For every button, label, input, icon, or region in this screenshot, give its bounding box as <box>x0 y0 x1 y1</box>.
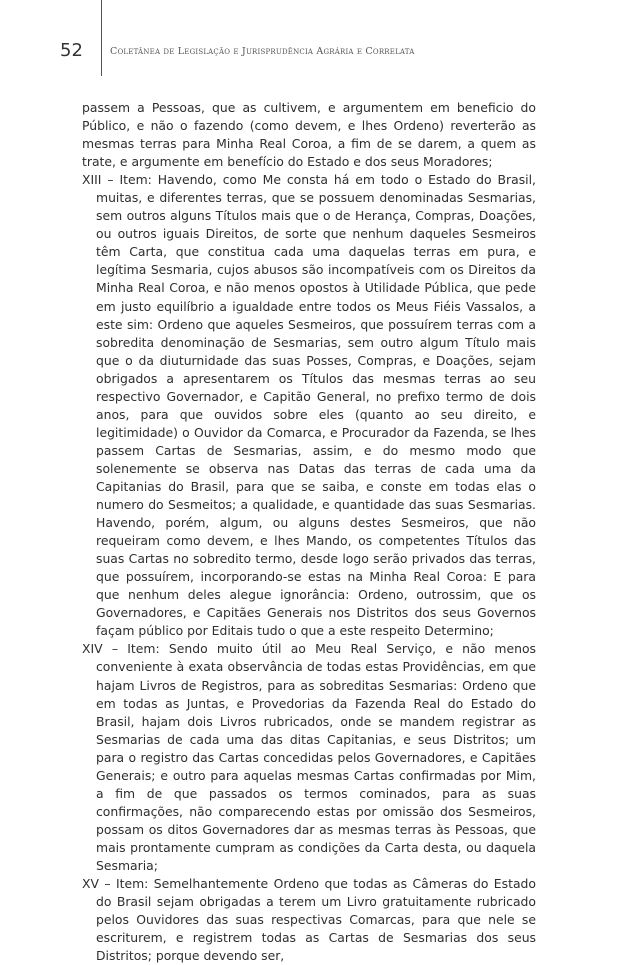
paragraph-text: Item: Havendo, como Me consta há em todo o Estado do Brasil, muitas, e diferentes terras, que se possuem denominadas Sesmarias, sem outros alguns Títulos mais que o de Herança, Compras, Doações, ou outros iguais Direitos, de sorte que nenhum daqueles Sesmeiros têm Carta, que constitua cada uma daquelas terras em pura, e legítima Sesmaria, cujos abusos são incompatíveis com os Direitos da Minha Real Coroa, e não menos opostos à Utilidade Pública, que pede em justo equilíbrio a igualdade entre todos os Meus Fiéis Vassalos, a este sim: Ordeno que aqueles Sesmeiros, que possuírem terras com a sobredita denominação de Sesmarias, sem outro algum Título mais que o da diuturnidade das suas Posses, Compras, e Doações, sejam obrigados a apresentarem os Títulos das mesmas terras ao seu respectivo Governador, e Capitão General, no prefixo termo de dois anos, para que ouvidos sobre eles (quanto ao seu direito, e legitimidade) o Ouvidor da Comarca, e Procurador da Fazenda, se lhes passem Cartas de Sesmarias, assim, e do mesmo modo que solenemente se observa nas Datas das terras de cada uma da Capitanias do Brasil, para que se saiba, e conste em todas elas o numero do Sesmeitos; a qualidade, e quantidade das suas Sesmarias. Havendo, porém, algum, ou alguns destes Sesmeiros, que não requeiram como devem, e lhes Mando, os competentes Títulos das suas Cartas no sobredito termo, desde logo serão privados das terras, que possuírem, incorporando-se estas na Minha Real Coroa: E para que nenhum deles alegue ignorância: Ordeno, outrossim, que os Governadores, e Capitães Generais nos Distritos dos seus Governos façam público por Editais tudo o que a este respeito Determino; <box>96 172 536 639</box>
body-text <box>82 99 536 965</box>
paragraph-continuation <box>82 99 536 171</box>
paragraph-text: passem a Pessoas, que as cultivem, e argumentem em beneficio do Público, e não o fazendo (como devem, e lhes Ordeno) reverterão as mesmas terras para Minha Real Coroa, a fim de se darem, a quem as trate, e argumente em benefício do Estado e dos seus Moradores; <box>82 100 536 170</box>
item-number: XIV – <box>82 641 128 657</box>
header-divider <box>101 0 102 76</box>
item-number: XV – <box>82 876 116 892</box>
paragraph-item-xiii <box>82 171 536 640</box>
paragraph-text: Item: Sendo muito útil ao Meu Real Serviço, e não menos conveniente à exata observância de todas estas Providências, em que hajam Livros de Registros, para as sobreditas Sesmarias: Ordeno que em todas as Juntas, e Provedorias da Fazenda Real do Estado do Brasil, hajam dois Livros rubricados, onde se mandem registrar as Sesmarias de cada uma das ditas Capitanias, e seus Distritos; um para o registro das Cartas concedidas pelos Governadores, e Capitães Generais; e outro para aquelas mesmas Cartas confirmadas por Mim, a fim de que passados os termos cominados, para as suas confirmações, não comparecendo estas por omissão dos Sesmeiros, possam os ditos Governadores dar as mesmas terras às Pessoas, que mais prontamente cumpram as condições da Carta desta, ou daquela Sesmaria; <box>96 641 536 873</box>
page-number: 52 <box>60 40 83 61</box>
paragraph-item-xiv <box>82 640 536 875</box>
item-number: XIII – <box>82 172 120 188</box>
paragraph-text: Item: Semelhantemente Ordeno que todas as Câmeras do Estado do Brasil sejam obrigadas a terem um Livro gratuitamente rubricado pelos Ouvidores das suas respectivas Comarcas, para que nele se escriturem, e registrem todas as Cartas de Sesmarias dos seus Distritos; porque devendo ser, <box>96 876 536 964</box>
running-header-title: Coletânea de Legislação e Jurisprudência Agrária e Correlata <box>110 46 415 57</box>
paragraph-item-xv <box>82 875 536 965</box>
